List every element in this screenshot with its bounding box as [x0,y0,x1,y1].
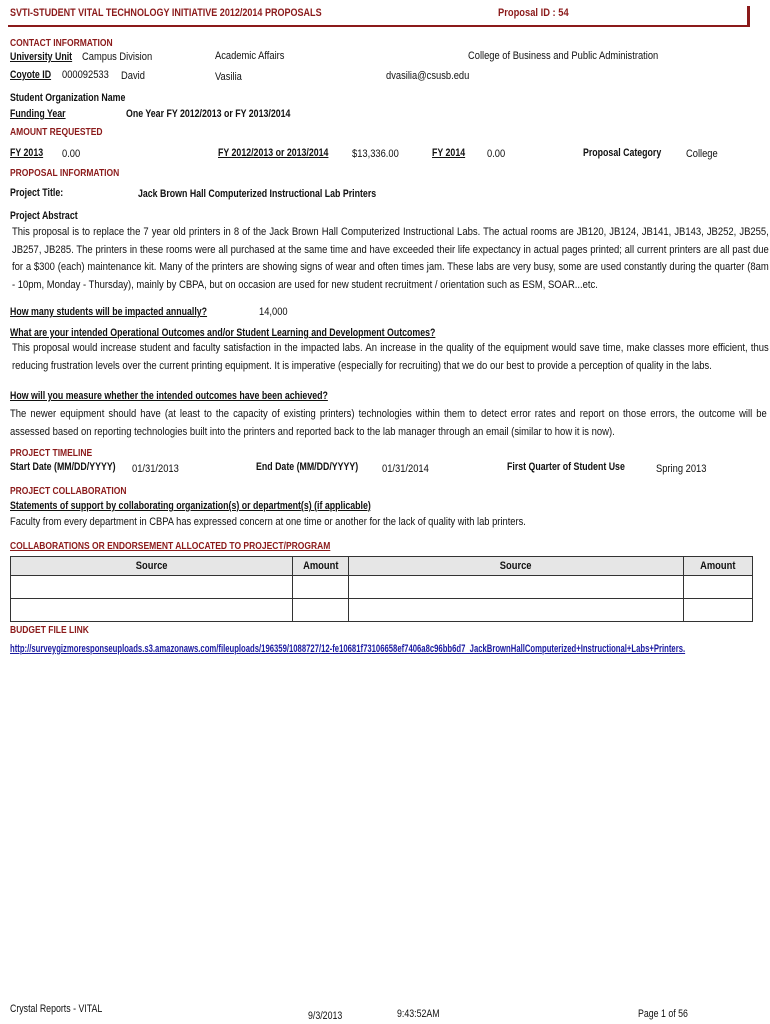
footer-app-name: Crystal Reports - VITAL [10,1003,103,1015]
statements-text: Faculty from every department in CBPA has expressed concern at one time or another for the lack of quality with lab printers. [10,516,526,528]
outcomes-question: What are your intended Operational Outcomes and/or Student Learning and Development Outcomes? [10,327,436,339]
start-date-value: 01/31/2013 [132,463,179,475]
table-cell [11,599,293,622]
header-corner-rule [747,6,750,27]
table-cell [348,576,683,599]
footer-date: 9/3/2013 [308,1010,343,1022]
last-name: Vasilia [215,71,242,83]
amount-section-heading: AMOUNT REQUESTED [10,127,103,138]
coyote-id-label: Coyote ID [10,69,52,81]
budget-section-heading: BUDGET FILE LINK [10,625,89,636]
table-cell [348,599,683,622]
endorsement-section-heading: COLLABORATIONS OR ENDORSEMENT ALLOCATED TO PROJECT/PROGRAM [10,541,331,552]
collaboration-table [10,556,753,622]
collaboration-table-header [11,557,753,576]
abstract-text: This proposal is to replace the 7 year old printers in 8 of the Jack Brown Hall Computerized Instructional Labs. The actual rooms are JB120, JB124, JB141, JB143, JB252, JB255, JB257, JB285. The printers in these rooms were all purchased at the same time and have exceeded their life expectancy in actual pages printed; all current printers are all past due for a $300 (each) maintenance kit. Many of the printers are showing signs of wear and often times jam. These labs are very busy, some are used constantly during the quarter (8am - 10pm, Monday - Thursday), mainly by CBPA, but on occasion are used for new student recruitment / orientation such as ESM, SOAR...etc. [12,226,769,291]
coyote-id-value: 000092533 [62,69,109,81]
fy2013-label: FY 2013 [10,147,44,159]
fy2013-value: 0.00 [62,148,81,160]
collaboration-section-heading: PROJECT COLLABORATION [10,486,127,497]
table-row [11,599,753,622]
outcomes-paragraph [12,320,769,375]
funding-year-value: One Year FY 2012/2013 or FY 2013/2014 [126,108,291,120]
measure-paragraph [10,406,767,441]
footer-page-number: Page 1 of 56 [638,1008,688,1020]
amount-header: Amount [684,557,753,576]
table-cell [11,576,293,599]
category-label: Proposal Category [583,147,662,159]
start-date-label: Start Date (MM/DD/YYYY) [10,461,116,473]
end-date-label: End Date (MM/DD/YYYY) [256,461,359,473]
project-title-value: Jack Brown Hall Computerized Instructional Lab Printers [138,188,377,200]
end-date-value: 01/31/2014 [382,463,429,475]
abstract-paragraph [12,224,769,294]
table-cell [292,599,348,622]
abstract-label: Project Abstract [10,210,78,222]
outcomes-text: This proposal would increase student and faculty satisfaction in the impacted labs. An increase in the quality of the equipment would save time, make classes more efficient, thus reducing frustration levels over the current printing equipment. It is imperative (especially for recruiting) that we do our best to provide a perception of quality in the labs. [12,342,769,372]
category-value: College [686,148,718,160]
student-org-label: Student Organization Name [10,92,126,104]
source-header: Source [348,557,683,576]
contact-section-heading: CONTACT INFORMATION [10,38,113,49]
students-value: 14,000 [259,306,288,318]
measure-text: The newer equipment should have (at least to the capacity of existing printers) technologies within them to detect error rates and report on those errors, the outcome will be assessed based on reporting technologies built into the printers and reported back to the lab manager through an email (similar to how it is now). [10,408,767,438]
funding-year-label: Funding Year [10,108,66,120]
timeline-section-heading: PROJECT TIMELINE [10,448,93,459]
academic-affairs: Academic Affairs [215,50,285,62]
table-cell [684,599,753,622]
footer-time: 9:43:52AM [397,1008,440,1020]
fy2014-label: FY 2014 [432,147,466,159]
project-title-label: Project Title: [10,187,64,199]
students-question: How many students will be impacted annually? [10,306,208,318]
header-rule [8,25,750,27]
university-unit-value: Campus Division [82,51,153,63]
first-quarter-value: Spring 2013 [656,463,707,475]
table-row [11,576,753,599]
fy1213-label: FY 2012/2013 or 2013/2014 [218,147,329,159]
fy2014-value: 0.00 [487,148,506,160]
college-name: College of Business and Public Administration [468,50,659,62]
first-name: David [121,70,145,82]
amount-header: Amount [292,557,348,576]
table-cell [292,576,348,599]
report-title: SVTI-STUDENT VITAL TECHNOLOGY INITIATIVE 2012/2014 PROPOSALS [10,7,322,19]
measure-question: How will you measure whether the intended outcomes have been achieved? [10,390,328,402]
email: dvasilia@csusb.edu [386,70,470,82]
table-cell [684,576,753,599]
source-header: Source [11,557,293,576]
fy1213-value: $13,336.00 [352,148,399,160]
statements-label: Statements of support by collaborating organization(s) or department(s) (if applicable) [10,500,371,512]
university-unit-label: University Unit [10,51,73,63]
proposal-id: Proposal ID : 54 [498,7,569,19]
first-quarter-label: First Quarter of Student Use [507,461,625,473]
budget-file-link[interactable]: http://surveygizmoresponseuploads.s3.amazonaws.com/fileuploads/196359/1088727/12-fe10681f73106658ef7406a8c96bb6d7_JackBrownHallComputerized+Instructional+Labs+Printers. [10,643,686,655]
proposal-section-heading: PROPOSAL INFORMATION [10,168,120,179]
